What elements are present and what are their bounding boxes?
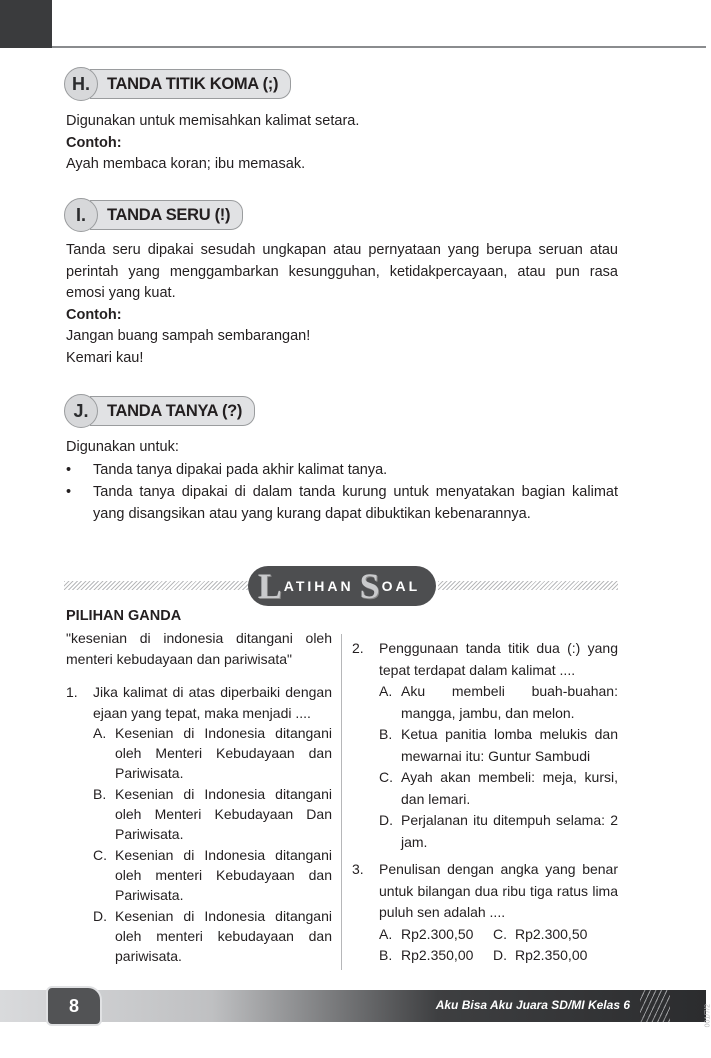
exercise-prompt: "kesenian di indonesia ditangani oleh menteri kebudayaan dan pariwisata": [66, 630, 332, 668]
footer-book-title: Aku Bisa Aku Juara SD/MI Kelas 6: [435, 998, 630, 1012]
option-c[interactable]: C. Rp2.300,50: [493, 925, 588, 942]
example-sentence: Jangan buang sampah sembarangan!: [66, 328, 311, 344]
option-b[interactable]: B. Ketua panitia lomba melukis dan mewarnai itu: Guntur Sambudi: [379, 726, 618, 764]
latihan-soal-banner: [64, 566, 618, 606]
section-h-body: [66, 111, 618, 176]
question-text: Penggunaan tanda titik dua (:) yang tepat terdapat dalam kalimat ....: [379, 640, 618, 678]
section-letter-badge: I.: [64, 198, 98, 232]
bullet-list: [66, 459, 618, 525]
option-a[interactable]: A. Rp2.300,50: [379, 925, 474, 942]
question-text: Penulisan dengan angka yang benar untuk bilangan dua ribu tiga ratus lima puluh sen adalah ....: [379, 861, 618, 920]
page-number: 8: [46, 986, 102, 1026]
section-title: TANDA TANYA (?): [90, 396, 255, 426]
section-j-body: [66, 437, 618, 525]
option-d[interactable]: D. Rp2.350,00: [493, 947, 588, 963]
section-description: Tanda seru dipakai sesudah ungkapan atau pernyataan yang berupa seruan atau perintah yang menggambarkan kesungguhan, ketidakpercayaan, atau pun rasa emosi yang kuat.: [66, 242, 618, 301]
option-d[interactable]: D. Kesenian di Indonesia ditangani oleh menteri kebudayaan dan pariwisata.: [93, 907, 332, 965]
option-b[interactable]: B. Kesenian di Indonesia ditangani oleh Menteri Kebudayaan Dan Pariwisata.: [93, 785, 332, 843]
list-item: • Tanda tanya dipakai di dalam tanda kurung untuk menyatakan bagian kalimat yang disangsikan atau yang kurang dapat dibuktikan kebenarannya.: [66, 481, 618, 525]
footer-slash-decoration: [640, 990, 670, 1022]
exercise-right-column: [352, 638, 618, 967]
option-grid: [379, 924, 618, 967]
example-label: Contoh:: [66, 134, 122, 151]
example-label: Contoh:: [66, 306, 122, 323]
section-title: TANDA SERU (!): [90, 200, 243, 230]
top-rule: [52, 46, 706, 48]
option-b[interactable]: B. Rp2.350,00: [379, 947, 474, 963]
corner-block: [0, 0, 52, 48]
latihan-soal-pill: L ATIHAN S OAL: [248, 566, 436, 606]
question-text: Jika kalimat di atas diperbaiki dengan ejaan yang tepat, maka menjadi ....: [93, 684, 332, 721]
section-description: Digunakan untuk:: [66, 439, 179, 455]
hatch-divider: [64, 581, 250, 590]
option-c[interactable]: C. Kesenian di Indonesia ditangani oleh menteri Kebudayaan dan Pariwisata.: [93, 846, 332, 904]
section-i-body: [66, 240, 618, 369]
section-i-banner: [64, 197, 243, 233]
edge-code: 001/7/2: [704, 1004, 711, 1028]
question-2: 2. Penggunaan tanda titik dua (:) yang tepat terdapat dalam kalimat .... A. Aku membeli buah-buahan: mangga, jambu, dan melon. B. Ketua panitia lomba melukis dan mewarnai itu: Guntur Sambudi C. Ayah akan membeli: meja, kursi, dan lemari. D. Perjalanan itu ditempuh selama: 2 jam.: [352, 638, 618, 853]
section-j-banner: [64, 393, 255, 429]
list-item: • Tanda tanya dipakai pada akhir kalimat tanya.: [66, 459, 618, 481]
section-description: Digunakan untuk memisahkan kalimat setara.: [66, 113, 360, 129]
section-h-banner: [64, 66, 291, 102]
example-sentence: Ayah membaca koran; ibu memasak.: [66, 156, 306, 172]
option-a[interactable]: A. Aku membeli buah-buahan: mangga, jambu, dan melon.: [379, 683, 618, 721]
bullet-icon: •: [66, 483, 72, 500]
example-sentence: Kemari kau!: [66, 349, 144, 366]
section-title: TANDA TITIK KOMA (;): [90, 69, 291, 99]
option-a[interactable]: A. Kesenian di Indonesia ditangani oleh Menteri Kebudayaan dan Pariwisata.: [93, 724, 332, 782]
section-letter-badge: H.: [64, 67, 98, 101]
column-divider: [341, 634, 342, 970]
exercise-heading: PILIHAN GANDA: [66, 608, 182, 624]
option-c[interactable]: C. Ayah akan membeli: meja, kursi, dan lemari.: [379, 769, 618, 807]
question-1: 1. Jika kalimat di atas diperbaiki dengan ejaan yang tepat, maka menjadi .... A. Kesenian di Indonesia ditangani oleh Menteri Kebudayaan dan Pariwisata. B. Kesenian di Indonesia ditangani oleh Menteri Kebudayaan Dan Pariwisata. C. Kesenian di Indonesia ditangani oleh menteri Kebudayaan dan Pariwisata. D. Kesenian di Indonesia ditangani oleh menteri kebudayaan dan pariwisata.: [66, 682, 332, 966]
bullet-icon: •: [66, 461, 72, 478]
section-letter-badge: J.: [64, 394, 98, 428]
hatch-divider: [438, 581, 618, 590]
question-3: 3. Penulisan dengan angka yang benar untuk bilangan dua ribu tiga ratus lima puluh sen adalah .... A. Rp2.300,50 C. Rp2.300,50 B. Rp2.350,00 D. Rp2.350,00: [352, 859, 618, 967]
option-d[interactable]: D. Perjalanan itu ditempuh selama: 2 jam.: [379, 812, 618, 850]
exercise-left-column: [66, 606, 332, 966]
